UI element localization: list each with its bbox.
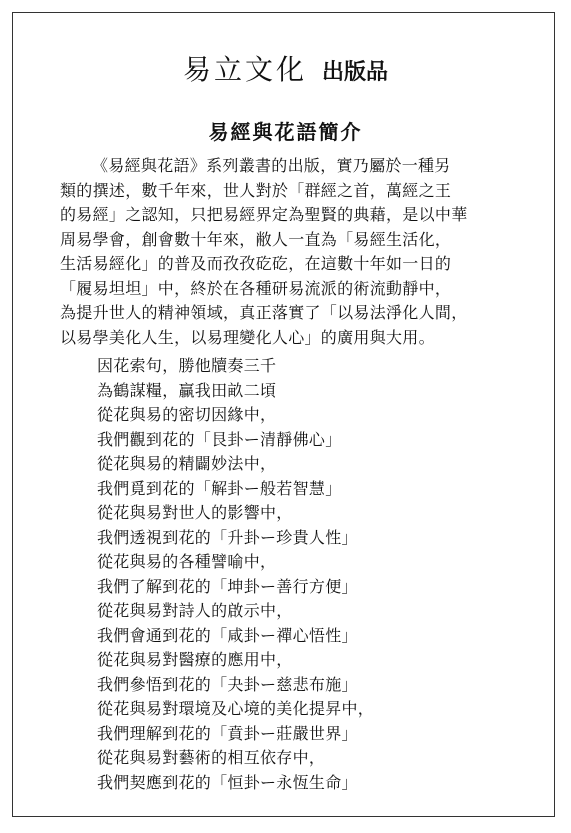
page-title: 易經與花語簡介 — [208, 120, 363, 144]
paragraph-line: 以易學美化人生，以易理變化人心」的廣用與大用。 — [60, 327, 435, 347]
poem-line: 我們觀到花的「艮卦ー清靜佛心」 — [97, 429, 342, 449]
paragraph-line: 生活易經化」的普及而孜孜矻矻，在這數十年如一日的 — [60, 254, 452, 273]
poem-line: 從花與易對世人的影響中， — [97, 503, 293, 522]
poem-line: 因花索句，勝他牘奏三千 — [97, 356, 277, 375]
publisher-suffix: 出版品 — [322, 60, 389, 85]
intro-paragraph — [60, 154, 510, 350]
poem-line: 從花與易對環境及心境的美化提昇中， — [97, 699, 375, 718]
poem-line: 從花與易的密切因緣中， — [97, 405, 277, 424]
paragraph-line: 周易學會，創會數十年來，敝人一直為「易經生活化， — [60, 229, 452, 249]
poem-list — [97, 354, 374, 795]
paragraph-line: 「履易坦坦」中，終於在各種研易流派的術流動靜中， — [60, 278, 452, 298]
publisher-header — [0, 48, 571, 88]
paragraph-line: 類的撰述，數千年來，世人對於「群經之首，萬經之王 — [60, 180, 452, 200]
poem-line: 從花與易的各種譬喻中， — [97, 552, 277, 571]
poem-line: 我們契應到花的「恒卦ー永恆生命」 — [97, 772, 358, 792]
poem-line: 從花與易對藝術的相互依存中， — [97, 748, 326, 767]
poem-line: 我們理解到花的「賁卦ー莊嚴世界」 — [97, 723, 358, 743]
paragraph-line: 《易經與花語》系列叢書的出版，實乃屬於一種另 — [92, 156, 451, 175]
poem-line: 從花與易對醫療的應用中， — [97, 650, 293, 669]
poem-line: 我們覓到花的「解卦ー般若智慧」 — [97, 478, 342, 498]
poem-line: 我們透視到花的「升卦ー珍貴人性」 — [97, 527, 358, 547]
poem-line: 從花與易的精闢妙法中， — [97, 454, 277, 473]
paragraph-line: 為提升世人的精神領域，真正落實了「以易法淨化人間， — [60, 303, 468, 322]
poem-line: 我們會通到花的「咸卦ー禪心悟性」 — [97, 625, 358, 645]
paragraph-line: 的易經」之認知，只把易經界定為聖賢的典藉，是以中華 — [60, 205, 468, 224]
poem-line: 為鶴謀糧，贏我田畝二頃 — [97, 380, 277, 400]
publisher-brand: 易立文化 — [182, 53, 307, 86]
poem-line: 我們參悟到花的「夬卦ー慈悲布施」 — [97, 674, 358, 694]
poem-line: 從花與易對詩人的啟示中， — [97, 601, 293, 620]
poem-line: 我們了解到花的「坤卦ー善行方便」 — [97, 576, 358, 596]
